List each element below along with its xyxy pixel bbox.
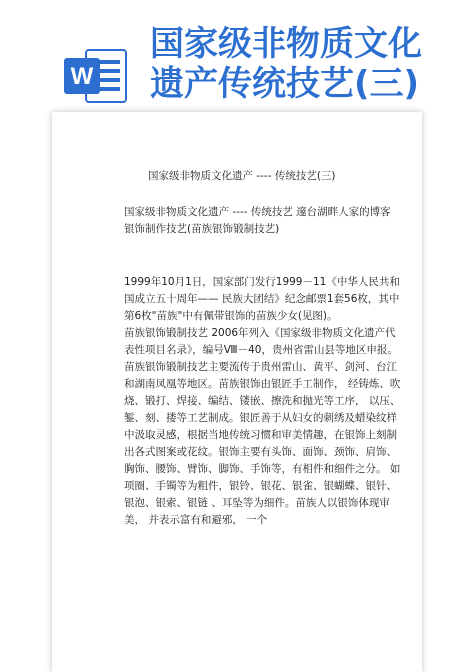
document-title: 国家级非物质文化遗产 ---- 传统技艺(三) (148, 170, 336, 182)
word-logo-letter: W (70, 63, 94, 90)
banner-title (150, 24, 422, 104)
document-subtitle: 国家级非物质文化遗产 ---- 传统技艺 邃台湖畔人家的博客 银饰制作技艺(苗族银饰锻制技艺) (124, 206, 391, 235)
paragraph: 苗族银饰锻制技艺 2006年列入《国家级非物质文化遗产代表性项目名录》，编号Ⅷ－40，贵州省雷山县等地区申报。 (124, 327, 398, 356)
document-body (124, 274, 404, 529)
banner-title-line2: 遗产传统技艺(三) (150, 64, 420, 104)
banner-title-line1: 国家级非物质文化 (150, 24, 422, 64)
word-logo-icon (64, 44, 128, 108)
paragraph: 1999年10月1日，国家部门发行1999－11《中华人民共和国成立五十周年—— 民族大团结》纪念邮票1套56枚，其中第6枚"苗族"中有佩带银饰的苗族少女(见图)。 (124, 276, 400, 322)
document-page (52, 112, 422, 672)
paragraph: 苗族银饰锻制技艺主要流传于贵州雷山、黄平、剑河、台江和湖南凤凰等地区。苗族银饰由银匠手工制作， 经铸炼、吹烧、锻打、焊接、编结、镂嵌、擦洗和抛光等工序， 以压、錾、刻、搂等工艺制成。银匠善于从妇女的刺绣及蜡染纹样中汲取灵感，根据当地传统习惯和审美情趣，在银饰上刻制出各式图案或花纹。银饰主要有头饰、面饰、颈饰、肩饰、胸饰、腰饰、臂饰、脚饰、手饰等，有相件和细件之分。 如项圈、手镯等为粗件，银铃、银花、银雀、银蝴蝶、银针、银泡、银索、银链 、耳坠等为细件。苗族人以银饰体现审美， 并表示富有和避邪， 一个 (124, 361, 401, 526)
